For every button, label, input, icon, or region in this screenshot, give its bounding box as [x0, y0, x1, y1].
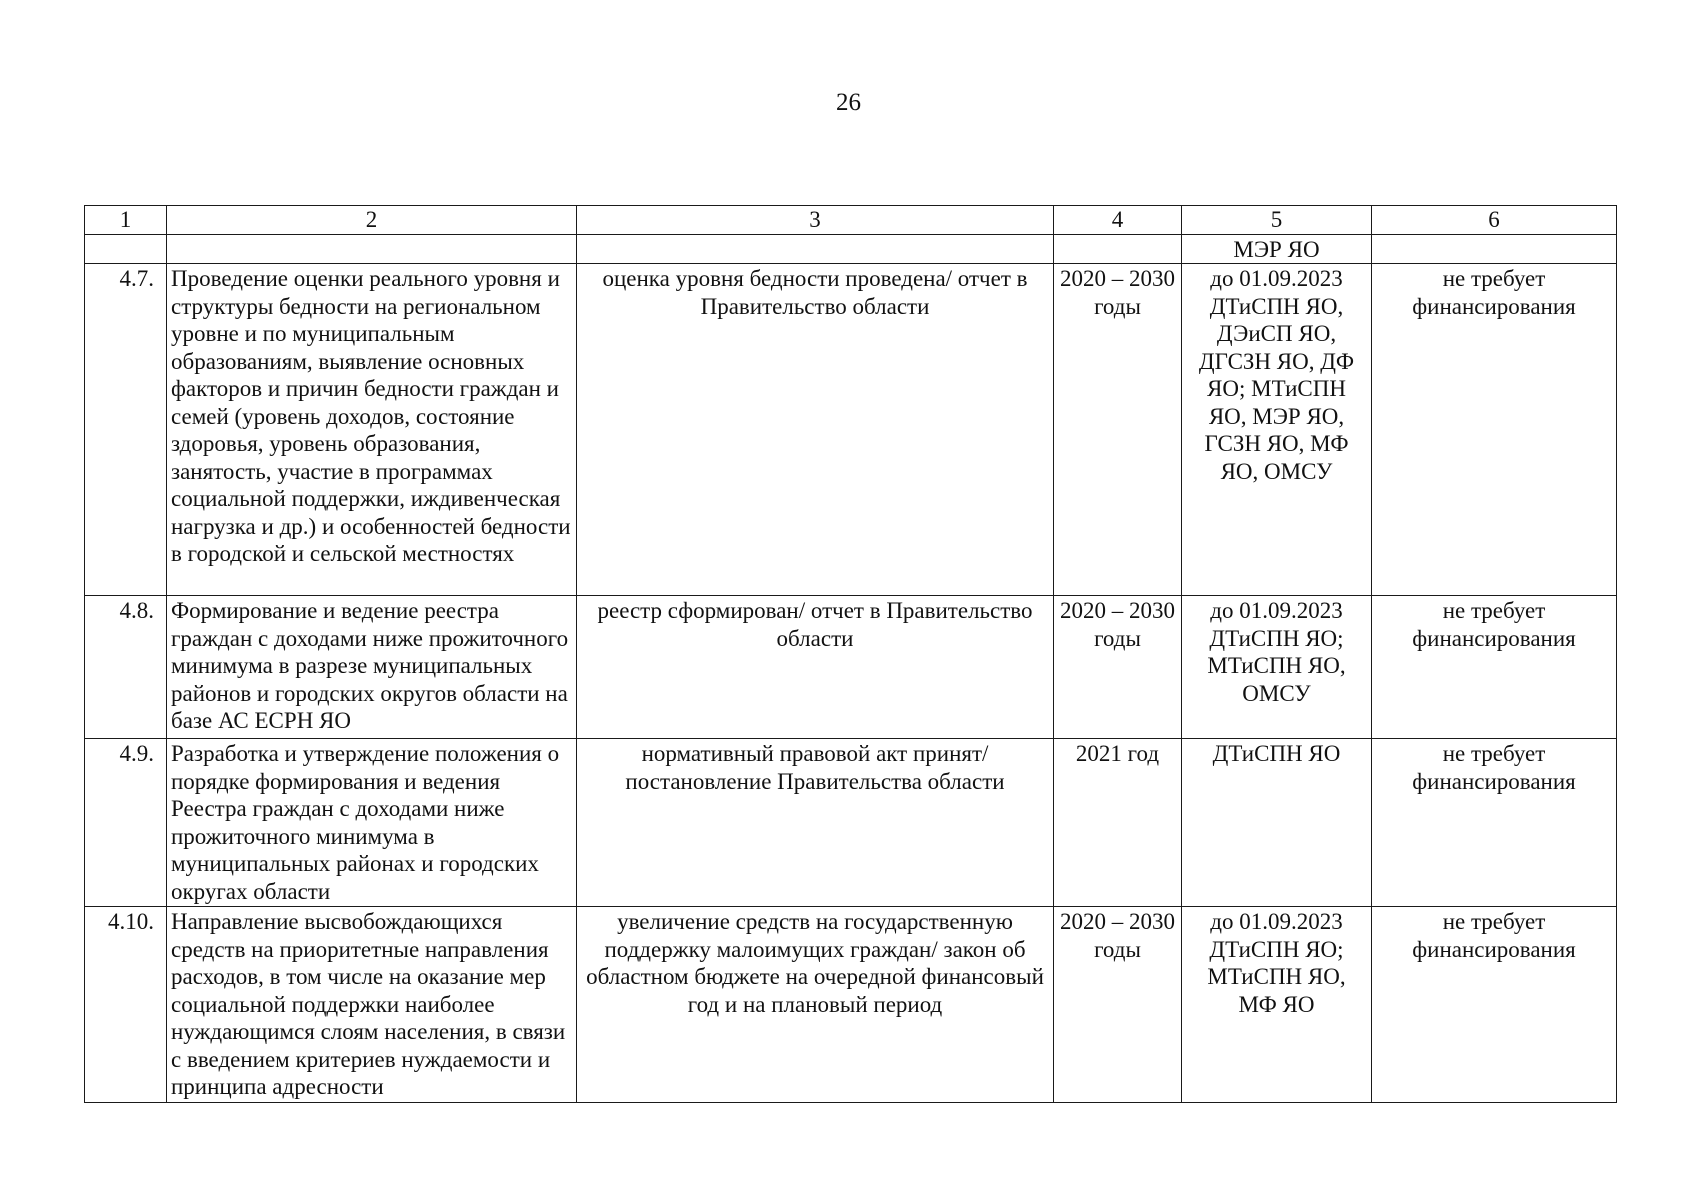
activity-description: Формирование и ведение реестра граждан с доходами ниже прожиточного минимума в разрезе муниципальных районов и городских округов области на базе АС ЕСРН ЯО [167, 596, 577, 739]
column-header-6: 6 [1372, 206, 1617, 235]
item-number: 4.8. [85, 596, 167, 739]
action-plan-table [84, 205, 1617, 1103]
column-header-2: 2 [167, 206, 577, 235]
activity-description: Направление высвобождающихся средств на приоритетные направления расходов, в том числе на оказание мер социальной поддержки наиболее нуждающимся слоям населения, в связи с введением критериев нуждаемости и принципа адресности [167, 907, 577, 1103]
continuation-cell-1 [85, 234, 167, 264]
funding-source: не требует финансирования [1372, 739, 1617, 907]
item-number: 4.7. [85, 264, 167, 596]
expected-result: нормативный правовой акт принят/ постановление Правительства области [577, 739, 1054, 907]
item-number: 4.10. [85, 907, 167, 1103]
table-row [85, 264, 1617, 596]
implementation-period: 2021 год [1054, 739, 1182, 907]
implementation-period: 2020 – 2030 годы [1054, 264, 1182, 596]
responsible-executor: ДТиСПН ЯО [1182, 739, 1372, 907]
column-header-4: 4 [1054, 206, 1182, 235]
funding-source: не требует финансирования [1372, 264, 1617, 596]
activity-description: Разработка и утверждение положения о порядке формирования и ведения Реестра граждан с доходами ниже прожиточного минимума в муниципальных районах и городских округах области [167, 739, 577, 907]
table-row [85, 596, 1617, 739]
responsible-executor: до 01.09.2023 ДТиСПН ЯО; МТиСПН ЯО, МФ ЯО [1182, 907, 1372, 1103]
continuation-row [85, 234, 1617, 264]
continuation-cell-2 [167, 234, 577, 264]
responsible-executor: до 01.09.2023 ДТиСПН ЯО, ДЭиСП ЯО, ДГСЗН ЯО, ДФ ЯО; МТиСПН ЯО, МЭР ЯО, ГСЗН ЯО, МФ ЯО, ОМСУ [1182, 264, 1372, 596]
funding-source: не требует финансирования [1372, 596, 1617, 739]
expected-result: увеличение средств на государственную поддержку малоимущих граждан/ закон об областном бюджете на очередной финансовый год и на плановый период [577, 907, 1054, 1103]
continuation-cell-6 [1372, 234, 1617, 264]
continuation-cell-3 [577, 234, 1054, 264]
table-row [85, 739, 1617, 907]
column-header-1: 1 [85, 206, 167, 235]
continuation-executor: МЭР ЯО [1182, 234, 1372, 264]
activity-description: Проведение оценки реального уровня и структуры бедности на региональном уровне и по муниципальным образованиям, выявление основных факторов и причин бедности граждан и семей (уровень доходов, состояние здоровья, уровень образования, занятость, участие в программах социальной поддержки, иждивенческая нагрузка и др.) и особенностей бедности в городской и сельской местностях [167, 264, 577, 596]
continuation-cell-4 [1054, 234, 1182, 264]
implementation-period: 2020 – 2030 годы [1054, 596, 1182, 739]
responsible-executor: до 01.09.2023 ДТиСПН ЯО; МТиСПН ЯО, ОМСУ [1182, 596, 1372, 739]
column-header-3: 3 [577, 206, 1054, 235]
implementation-period: 2020 – 2030 годы [1054, 907, 1182, 1103]
item-number: 4.9. [85, 739, 167, 907]
funding-source: не требует финансирования [1372, 907, 1617, 1103]
page-number: 26 [836, 89, 861, 116]
column-number-header-row [85, 206, 1617, 235]
table-row [85, 907, 1617, 1103]
expected-result: оценка уровня бедности проведена/ отчет в Правительство области [577, 264, 1054, 596]
expected-result: реестр сформирован/ отчет в Правительство области [577, 596, 1054, 739]
column-header-5: 5 [1182, 206, 1372, 235]
